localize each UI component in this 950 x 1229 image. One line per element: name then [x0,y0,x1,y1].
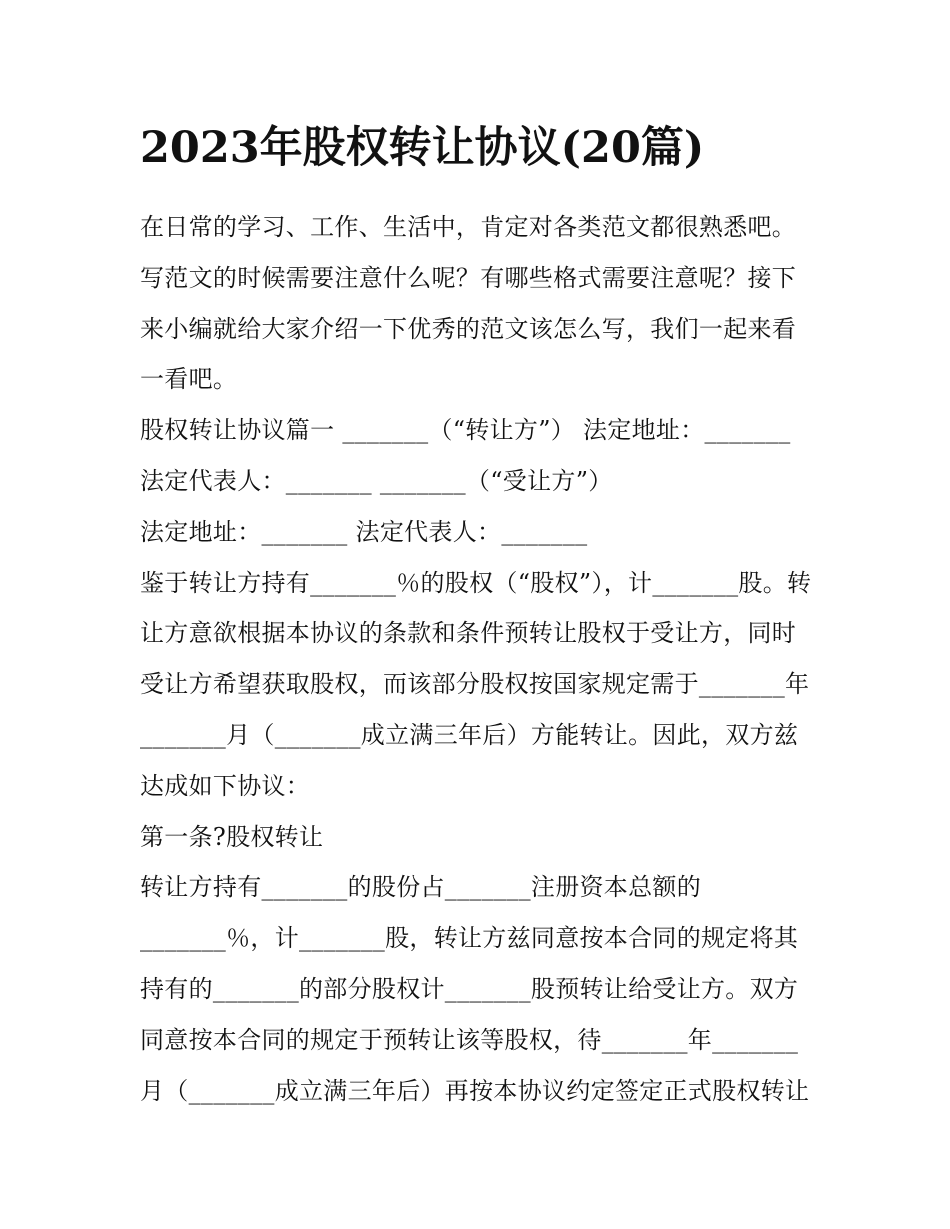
document-page [140,118,820,1116]
article-one-heading: 第一条?股权转让 [140,822,324,851]
article-one-body: 转让方持有_______的股份占_______注册资本总额的_______％，计_______股，转让方兹同意按本合同的规定将其持有的_______的部分股权计_______股预转让给受让方。双方同意按本合同的规定于预转让该等股权，待_______年_______月（_______成立满三年后）再按本协议约定签定正式股权转让 [140,873,810,1105]
document-title: 2023年股权转让协议(20篇) [140,123,705,173]
recital-paragraph: 鉴于转让方持有_______％的股权（“股权”），计_______股。转让方意欲根据本协议的条款和条件预转让股权于受让方，同时受让方希望获取股权，而该部分股权按国家规定需于_______年_______月（_______成立满三年后）方能转让。因此，双方兹达成如下协议： [140,568,812,800]
transferee-address-line: 法定地址：_______ 法定代表人：_______ [140,517,588,546]
intro-paragraph: 在日常的学习、工作、生活中，肯定对各类范文都很熟悉吧。写范文的时候需要注意什么呢？有哪些格式需要注意呢？接下来小编就给大家介绍一下优秀的范文该怎么写，我们一起来看一看吧。 [140,213,797,394]
representative-transferee-line: 法定代表人：_______ _______（“受让方”） [140,466,613,495]
transferor-line: 股权转让协议篇一 _______（“转让方”） 法定地址：_______ [140,416,791,445]
